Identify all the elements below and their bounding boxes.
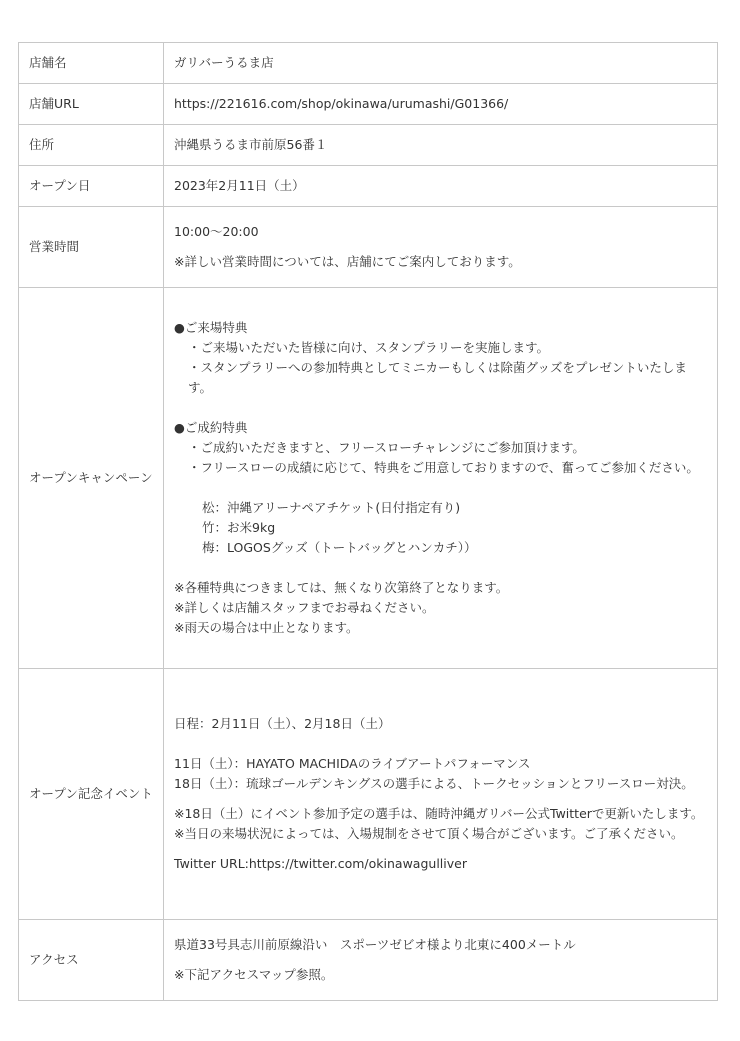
hours-label: 営業時間 (19, 207, 164, 288)
event-cell (164, 669, 718, 920)
open-date-value: 2023年2月11日（土） (164, 166, 718, 207)
access-line-2: ※下記アクセスマップ参照。 (174, 967, 334, 982)
event-day-2: 18日（土）：琉球ゴールデンキングスの選手による、トークセッションとフリースロー対決。 (174, 776, 694, 791)
store-url-label: 店舗URL (19, 84, 164, 125)
hours-note: ※詳しい営業時間については、店舗にてご案内しております。 (174, 254, 521, 269)
event-label: オープン記念イベント (19, 669, 164, 920)
contract-benefit-item-1: ・ご成約いただきますと、フリースローチャレンジにご参加頂けます。 (188, 440, 585, 455)
store-name-label: 店舗名 (19, 43, 164, 84)
access-label: アクセス (19, 920, 164, 1001)
visit-benefit-item-1: ・ご来場いただいた皆様に向け、スタンプラリーを実施します。 (188, 340, 550, 355)
row-access (19, 920, 718, 1001)
campaign-note-2: ※詳しくは店舗スタッフまでお尋ねください。 (174, 600, 435, 615)
event-note-1: ※18日（土）にイベント参加予定の選手は、随時沖縄ガリバー公式Twitterで更新いたします。 (174, 806, 704, 821)
contract-benefit-item-2: ・フリースローの成績に応じて、特典をご用意しておりますので、奮ってご参加ください。 (188, 460, 699, 475)
row-address (19, 125, 718, 166)
event-note-2: ※当日の来場状況によっては、入場規制をさせて頂く場合がございます。ご了承ください。 (174, 826, 684, 841)
store-info-table (18, 42, 718, 1001)
campaign-cell (164, 288, 718, 669)
address-value: 沖縄県うるま市前原56番１ (164, 125, 718, 166)
contract-benefit-heading: ●ご成約特典 (174, 420, 248, 435)
event-twitter-link: Twitter URL:https://twitter.com/okinawagulliver (174, 856, 467, 871)
prize-bamboo: 竹：お米9kg (202, 520, 276, 535)
event-day-1: 11日（土）：HAYATO MACHIDAのライブアートパフォーマンス (174, 756, 531, 771)
campaign-note-1: ※各種特典につきましては、無くなり次第終了となります。 (174, 580, 509, 595)
event-schedule: 日程：2月11日（土）、2月18日（土） (174, 716, 391, 731)
access-cell (164, 920, 718, 1001)
hours-time: 10:00～20:00 (174, 224, 259, 239)
access-line-1: 県道33号具志川前原線沿い スポーツゼビオ様より北東に400メートル (174, 937, 576, 952)
visit-benefit-heading: ●ご来場特典 (174, 320, 248, 335)
prize-plum: 梅：LOGOSグッズ（トートバッグとハンカチ）） (202, 540, 477, 555)
hours-cell (164, 207, 718, 288)
open-date-label: オープン日 (19, 166, 164, 207)
row-event (19, 669, 718, 920)
row-store-name (19, 43, 718, 84)
prize-pine: 松：沖縄アリーナペアチケット(日付指定有り) (202, 500, 461, 515)
store-name-value: ガリバーうるま店 (164, 43, 718, 84)
address-label: 住所 (19, 125, 164, 166)
campaign-label: オープンキャンペーン (19, 288, 164, 669)
visit-benefit-item-2: ・スタンプラリーへの参加特典としてミニカーもしくは除菌グッズをプレゼントいたします。 (188, 360, 687, 395)
row-campaign (19, 288, 718, 669)
store-url-value: https://221616.com/shop/okinawa/urumashi/G01366/ (164, 84, 718, 125)
campaign-note-3: ※雨天の場合は中止となります。 (174, 620, 359, 635)
row-hours (19, 207, 718, 288)
row-open-date (19, 166, 718, 207)
row-store-url (19, 84, 718, 125)
